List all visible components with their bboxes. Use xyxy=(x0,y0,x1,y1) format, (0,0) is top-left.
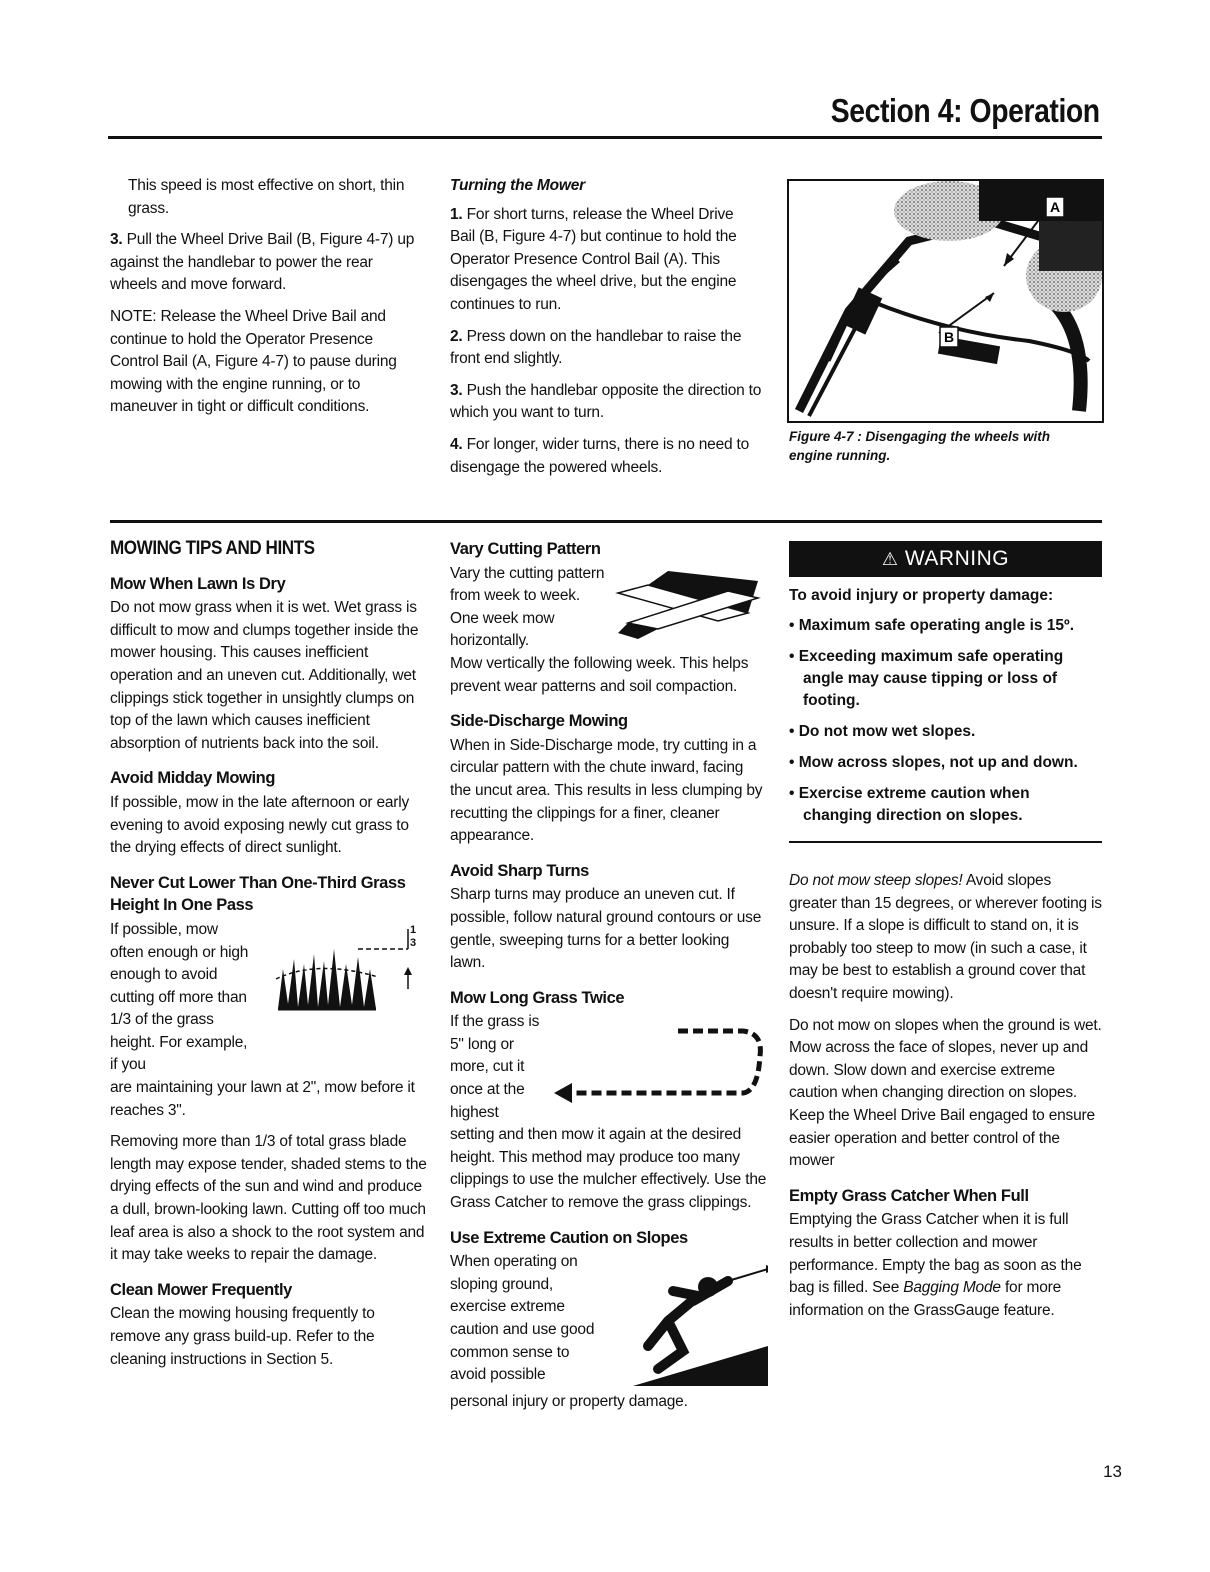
top-column-1 xyxy=(110,175,416,428)
third-block xyxy=(110,919,428,1077)
fraction-numerator: 1 xyxy=(410,923,416,936)
empty-paragraph xyxy=(789,1209,1102,1322)
dry-heading: Mow When Lawn Is Dry xyxy=(110,574,286,593)
step-3 xyxy=(110,229,416,297)
figure-4-7 xyxy=(787,179,1104,423)
step-number: 4. xyxy=(450,435,463,453)
warning-banner xyxy=(789,541,1102,577)
sharp-heading: Avoid Sharp Turns xyxy=(450,861,589,880)
vary-heading: Vary Cutting Pattern xyxy=(450,540,601,558)
warning-label: WARNING xyxy=(904,547,1010,570)
warning-triangle-icon: ⚠ xyxy=(881,549,899,569)
vary-text-b: Mow vertically the following week. This helps prevent wear patterns and soil compaction. xyxy=(450,654,749,695)
turning-heading: Turning the Mower xyxy=(450,177,585,194)
tips-title: MOWING TIPS AND HINTS xyxy=(110,538,315,559)
tips-column-1 xyxy=(110,538,428,1380)
note: NOTE: Release the Wheel Drive Bail and continue to hold the Operator Presence Control Bail (A, Figure 4-7) to pause during mowing with the engine running, or to maneuver in tight or difficult conditions. xyxy=(110,307,397,416)
third-text-a: If possible, mow often enough or high enough to avoid cutting off more than 1/3 of the grass height. For example, if you xyxy=(110,920,249,1074)
wet-text: Do not mow on slopes when the ground is wet. Mow across the face of slopes, never up and down. Slow down and exercise extreme caution when changing direction on slopes. Keep the Wheel Drive Bail engaged to ensure easier operation and better control of the mower xyxy=(789,1016,1102,1170)
section-title: Section 4: Operation xyxy=(831,92,1100,129)
side-text: When in Side-Discharge mode, try cutting in a circular pattern with the chute inward, facing the uncut area. This results in less clumping by recutting the clippings for a finer, cleaner appearance. xyxy=(450,736,763,845)
vary-text-a: Vary the cutting pattern from week to week. One week mow horizontally. xyxy=(450,564,605,650)
mow-twice-arrow-icon xyxy=(548,1011,768,1123)
step-number: 3. xyxy=(110,231,123,249)
warning-item: • Do not mow wet slopes. xyxy=(789,723,976,740)
header-rule xyxy=(108,136,1102,139)
steep-paragraph xyxy=(789,870,1102,1006)
slip-hazard-icon xyxy=(608,1251,768,1391)
long-block xyxy=(450,1011,768,1124)
turn-step-4 xyxy=(450,434,762,479)
vary-block xyxy=(450,563,768,653)
removing-text: Removing more than 1/3 of total grass blade length may expose tender, shaded stems to the drying effects of the sun and wind and produce a dull, brown-looking lawn. Cutting off too much leaf area is also a shock to the root system and it may take weeks to repair the damage. xyxy=(110,1133,427,1264)
empty-heading: Empty Grass Catcher When Full xyxy=(789,1186,1029,1205)
clean-heading: Clean Mower Frequently xyxy=(110,1280,292,1299)
grass-height-illustration xyxy=(258,919,428,1039)
mid-rule xyxy=(110,520,1102,523)
warning-item: • Exceeding maximum safe operating angle may cause tipping or loss of footing. xyxy=(789,648,1064,709)
mowing-pattern-icon xyxy=(608,563,768,643)
slope-heading: Use Extreme Caution on Slopes xyxy=(450,1228,688,1247)
figure-caption: Figure 4-7 : Disengaging the wheels with engine running. xyxy=(789,429,1051,463)
third-text-b: are maintaining your lawn at 2", mow before it reaches 3". xyxy=(110,1079,415,1119)
step-text: Pull the Wheel Drive Bail (B, Figure 4-7) up against the handlebar to power the rear wheels and move forward. xyxy=(110,231,415,294)
turn-step-3 xyxy=(450,380,762,425)
step-text: Push the handlebar opposite the direction to which you want to turn. xyxy=(450,381,762,422)
slope-block xyxy=(450,1251,768,1391)
warning-bottom-rule xyxy=(789,841,1102,843)
third-heading: Never Cut Lower Than One-Third Grass Height In One Pass xyxy=(110,873,406,915)
clean-text: Clean the mowing housing frequently to remove any grass build-up. Refer to the cleaning instructions in Section 5. xyxy=(110,1305,375,1368)
steep-text: Avoid slopes greater than 15 degrees, or wherever footing is unsure. If a slope is difficult to stand on, it is probably too steep to mow (in such a case, it may be best to establish a ground cover that doesn't require mowing). xyxy=(789,872,1102,1002)
mower-handle-illustration xyxy=(789,181,1102,421)
step-number: 2. xyxy=(450,327,463,345)
dry-text: Do not mow grass when it is wet. Wet grass is difficult to mow and clumps together inside the mower housing. This causes inefficient operation and an uneven cut. Additionally, wet clippings stick together in unsightly clumps on top of the lawn which causes inefficient absorption of nutrients back into the soil. xyxy=(110,599,419,752)
sharp-text: Sharp turns may produce an uneven cut. If possible, follow natural ground contours or use gentle, sweeping turns for a better looking lawn. xyxy=(450,886,762,972)
step-text: Press down on the handlebar to raise the front end slightly. xyxy=(450,327,742,368)
step-number: 1. xyxy=(450,205,463,223)
turn-step-1 xyxy=(450,204,762,317)
long-text-b: setting and then mow it again at the desired height. This method may produce too many clippings to use the mulcher effectively. Use the Grass Catcher to remove the grass clippings. xyxy=(450,1126,767,1212)
slope-text-a: When operating on sloping ground, exercise extreme caution and use good common sense to avoid possible xyxy=(450,1253,595,1384)
warning-item: • Exercise extreme caution when changing direction on slopes. xyxy=(789,785,1030,824)
step-number: 3. xyxy=(450,381,463,399)
long-text-a: If the grass is 5" long or more, cut it once at the highest xyxy=(450,1013,540,1121)
tips-column-2 xyxy=(450,538,768,1423)
step-text: For short turns, release the Wheel Drive Bail (B, Figure 4-7) but continue to hold the Operator Presence Control Bail (A). This disengages the wheel drive, but the engine continues to run. xyxy=(450,205,737,313)
empty-text-b: for more information on the GrassGauge feature. xyxy=(789,1279,1062,1319)
top-column-2 xyxy=(450,175,762,488)
long-heading: Mow Long Grass Twice xyxy=(450,988,625,1007)
midday-heading: Avoid Midday Mowing xyxy=(110,769,276,788)
page-number: 13 xyxy=(1103,1462,1122,1481)
warning-list xyxy=(789,615,1102,827)
empty-emphasis: Bagging Mode xyxy=(903,1279,1001,1297)
slope-text-b: personal injury or property damage. xyxy=(450,1393,688,1411)
figure-label-a: A xyxy=(1049,199,1061,215)
empty-text-a: Emptying the Grass Catcher when it is full results in better collection and mower performance. Empty the bag as soon as the bag is filled. See xyxy=(789,1211,1082,1297)
warning-lead: To avoid injury or property damage: xyxy=(789,587,1054,604)
turn-step-2 xyxy=(450,326,762,371)
side-heading: Side-Discharge Mowing xyxy=(450,712,628,731)
midday-text: If possible, mow in the late afternoon or early evening to avoid exposing newly cut grass to the drying effects of direct sunlight. xyxy=(110,793,410,857)
warning-item: • Mow across slopes, not up and down. xyxy=(789,754,1078,771)
step-text: For longer, wider turns, there is no need to disengage the powered wheels. xyxy=(450,435,750,476)
warning-item: • Maximum safe operating angle is 15º. xyxy=(789,617,1075,634)
right-column xyxy=(789,870,1102,1331)
fraction-denominator: 3 xyxy=(410,936,416,949)
figure-label-b: B xyxy=(943,329,955,345)
warning-box xyxy=(789,541,1102,836)
steep-emphasis: Do not mow steep slopes! xyxy=(789,872,963,889)
speed-note: This speed is most effective on short, thin grass. xyxy=(128,177,405,217)
